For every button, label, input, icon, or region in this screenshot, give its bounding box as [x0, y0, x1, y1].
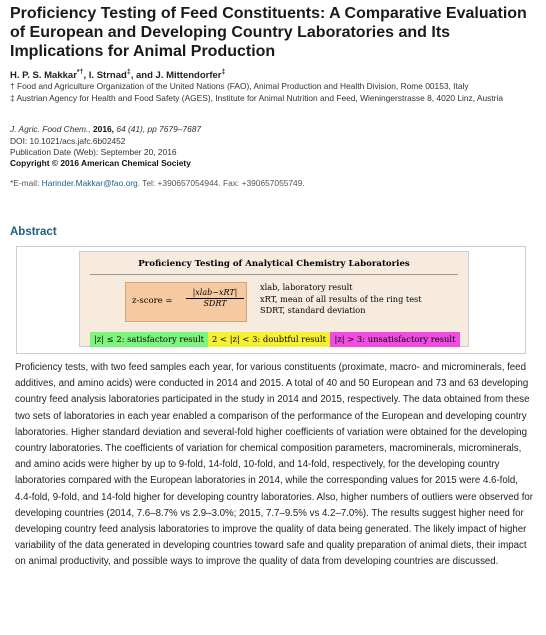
author-link[interactable]: J. Mittendorfer‡ [155, 69, 226, 82]
article-title: Proficiency Testing of Feed Constituents: A Comparative Evaluation of European and Developing Country Laboratories and Its Implications for Animal Production [10, 5, 527, 60]
graphic-panel [79, 251, 469, 347]
definition-xlab: xlab, laboratory result [260, 282, 353, 292]
zscore-formula [125, 282, 247, 322]
author-link[interactable]: I. Strnad‡ [88, 69, 131, 82]
zscore-label: z-score = [132, 296, 173, 306]
formula-denominator: SDRT [203, 299, 227, 308]
legend-unsatisfactory: |z| > 3: unsatisfactory result [330, 332, 460, 347]
affiliation: ‡ Austrian Agency for Health and Food Safety (AGES), Institute for Animal Nutrition and Feed, Wieningerstrasse 8, 4020 Linz, Austria [10, 93, 503, 103]
contact-email: *E-mail: Harinder.Makkar@fao.org. Tel: +390657054944. Fax: +390657055749. [10, 178, 305, 188]
publication-date: Publication Date (Web): September 20, 2016 [10, 147, 177, 157]
copyright: Copyright © 2016 American Chemical Society [10, 158, 191, 168]
graphic-title: Proficiency Testing of Analytical Chemistry Laboratories [138, 259, 410, 269]
variable-definitions [260, 282, 422, 317]
formula-fraction [186, 288, 244, 308]
graphical-abstract [16, 246, 526, 354]
legend-doubtful: 2 < |z| < 3: doubtful result [208, 332, 330, 347]
author-list: H. P. S. Makkar*†, I. Strnad‡, and J. Mittendorfer‡ [10, 69, 226, 82]
email-link[interactable]: Harinder.Makkar@fao.org [41, 178, 138, 188]
citation: J. Agric. Food Chem., 2016, 64 (41), pp 7679–7687 [10, 124, 202, 134]
doi: DOI: 10.1021/acs.jafc.6b02452 [10, 136, 126, 146]
author-link[interactable]: H. P. S. Makkar*† [10, 69, 84, 82]
divider [90, 274, 458, 275]
abstract-text: Proficiency tests, with two feed samples each year, for various constituents (proximate, macro- and microminerals, feed additives, and amino acids) were conducted in 2014 and 2015. A total of 40 and 50 European and 73 and 63 developing country feed analysis laboratories participated in the study in 2014 and 2015, respectively. The data obtained from these two sets of laboratories in each year enabled a comparison of the performance of the European and developing country laboratories. Higher standard deviation and several-fold higher coefficients of variation were obtained for the developing country laboratories. The coefficients of variation for chemical composition parameters, macrominerals, microminerals, and amino acids were higher by up to 9-fold, 14-fold, 10-fold, and 14-fold, respectively, for the developing country laboratories compared with the European laboratories in 2014, while the corresponding values for 2015 were 4.6-fold, 4.4-fold, 9-fold, and 14-fold higher for developing country laboratories. Also, higher numbers of outliers were observed for developing countries (2014, 7.6–8.7% vs 2.9–3.0%; 2015, 7.7–9.5% vs 4.2–7.0%). The results suggest higher need for developing country feed analysis laboratories to improve the quality of data being generated. The likely impact of higher variability of the data generated in developing countries toward safe and quality preparation of animal diets, their impact on animal productivity, and possible ways to improve the quality of data from developing countries are discussed. [15, 362, 534, 568]
abstract-heading: Abstract [10, 226, 57, 238]
formula-numerator: |xlab−xRT| [186, 288, 244, 299]
legend-satisfactory: |z| ≤ 2: satisfactory result [90, 332, 208, 347]
definition-sdrt: SDRT, standard deviation [260, 305, 366, 316]
definition-xrt: xRT, mean of all results of the ring test [260, 293, 422, 304]
affiliation: † Food and Agriculture Organization of the United Nations (FAO), Animal Production and Health Division, Rome 00153, Italy [10, 81, 469, 91]
